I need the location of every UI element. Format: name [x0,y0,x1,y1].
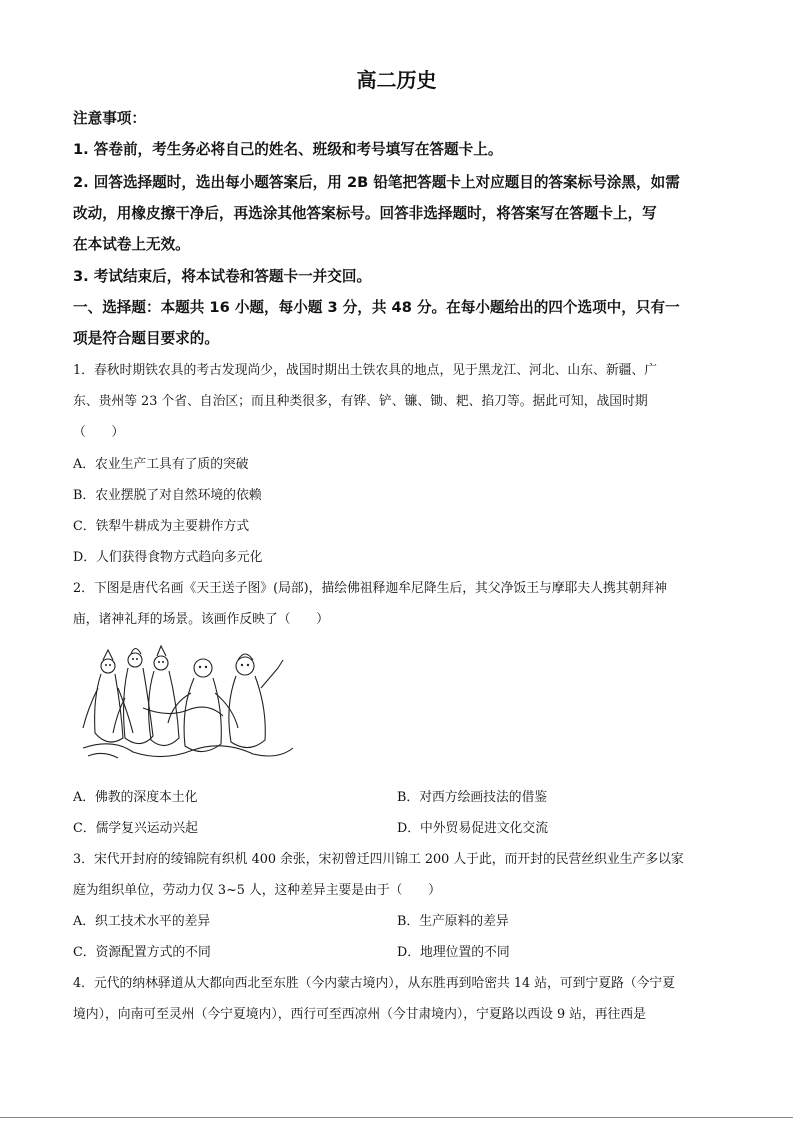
page-bottom-divider [0,1117,793,1118]
option-c[interactable]: C．儒学复兴运动兴起 [73,821,198,836]
option-d[interactable]: D．地理位置的不同 [397,945,510,960]
option-d[interactable]: D．中外贸易促进文化交流 [397,821,549,836]
option-c[interactable]: C．铁犁牛耕成为主要耕作方式 [73,519,250,534]
question-stem: 庙，诸神礼拜的场景。该画作反映了（ ） [73,612,329,627]
notice-line: 3. 考试结束后，将本试卷和答题卡一并交回。 [73,268,372,285]
question-stem: 境内），向南可至灵州（今宁夏境内），西行可至西凉州（今甘肃境内），宁夏路以西设 9 站，再往西是 [73,1007,646,1022]
question-stem: 1．春秋时期铁农具的考古发现尚少，战国时期出土铁农具的地点，见于黑龙江、河北、山东、新疆、广 [73,363,658,378]
notice-line: 1. 答卷前，考生务必将自己的姓名、班级和考号填写在答题卡上。 [73,141,503,158]
notice-line: 在本试卷上无效。 [73,236,190,253]
section-heading: 项是符合题目要求的。 [73,330,219,347]
option-b[interactable]: B．农业摆脱了对自然环境的依赖 [73,488,262,503]
question-stem: 2．下图是唐代名画《天王送子图》(局部)，描绘佛祖释迦牟尼降生后，其父净饭王与摩耶夫人携其朝拜神 [73,581,667,596]
option-a[interactable]: A．佛教的深度本土化 [73,790,198,805]
question-stem: 庭为组织单位，劳动力仅 3~5 人，这种差异主要是由于（ ） [73,883,441,898]
question-stem: 3．宋代开封府的绫锦院有织机 400 余张，宋初曾迁四川锦工 200 人于此，而开封的民营丝织业生产多以家 [73,852,684,867]
question-stem: 4．元代的纳林驿道从大都向西北至东胜（今内蒙古境内），从东胜再到哈密共 14 站，可到宁夏路（今宁夏 [73,976,676,991]
question-stem: （ ） [73,425,125,440]
option-d[interactable]: D．人们获得食物方式趋向多元化 [73,550,263,565]
page-title: 高二历史 [356,68,437,92]
notice-heading: 注意事项： [73,110,146,127]
option-a[interactable]: A．农业生产工具有了质的突破 [73,457,249,472]
option-b[interactable]: B．生产原料的差异 [397,914,509,929]
notice-line: 改动，用橡皮擦干净后，再选涂其他答案标号。回答非选择题时，将答案写在答题卡上，写 [73,205,657,222]
painting-illustration-icon [73,638,298,763]
option-c[interactable]: C．资源配置方式的不同 [73,945,211,960]
question-stem: 东、贵州等 23 个省、自治区；而且种类很多，有铧、铲、镰、锄、耙、掐刀等。据此可知，战国时期 [73,394,648,409]
option-b[interactable]: B．对西方绘画技法的借鉴 [397,790,548,805]
notice-line: 2. 回答选择题时，选出每小题答案后，用 2B 铅笔把答题卡上对应题目的答案标号涂黑，如需 [73,174,680,191]
section-heading: 一、选择题：本题共 16 小题，每小题 3 分，共 48 分。在每小题给出的四个选项中，只有一 [73,299,680,316]
option-a[interactable]: A．织工技术水平的差异 [73,914,211,929]
